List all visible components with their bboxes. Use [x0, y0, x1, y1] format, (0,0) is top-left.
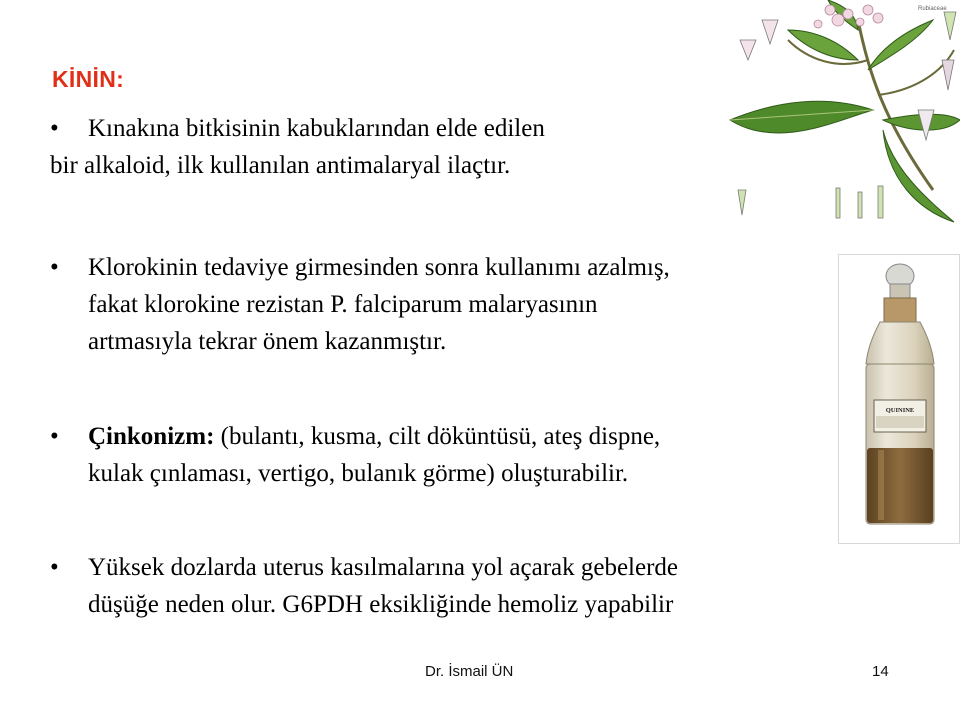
bottle-label-text: QUININE — [885, 407, 915, 414]
paragraph-line: Kınakına bitkisinin kabuklarından elde edilen — [88, 115, 545, 142]
bullet-marker: • — [50, 554, 59, 581]
bullet-high-dose — [50, 549, 850, 623]
bullet-line: Klorokinin tedaviye girmesinden sonra kullanımı azalmış, — [88, 254, 670, 281]
footer-author: Dr. İsmail ÜN — [425, 663, 514, 680]
paragraph-line: bir alkaloid, ilk kullanılan antimalaryal ilaçtır. — [50, 152, 511, 179]
bullet-line — [88, 418, 850, 455]
bullet-marker: • — [50, 254, 59, 281]
bullet-line: fakat klorokine rezistan P. falciparum malaryasının — [88, 291, 598, 318]
cinchona-plant-illustration — [718, 0, 960, 228]
bullet-line: Yüksek dozlarda uterus kasılmalarına yol açarak gebelerde — [88, 554, 679, 581]
bullet-line: düşüğe neden olur. G6PDH eksikliğinde hemoliz yapabilir — [88, 591, 674, 618]
bullet-cinchonism — [50, 418, 850, 492]
bullet-line: artmasıyla tekrar önem kazanmıştır. — [88, 328, 447, 355]
paragraph-intro — [50, 110, 770, 184]
bullet-marker: • — [50, 115, 59, 142]
bullet-chloroquine — [50, 249, 850, 360]
quinine-bottle-photo — [838, 254, 960, 544]
bullet-marker: • — [50, 423, 59, 450]
bullet-line-rest: (bulantı, kusma, cilt döküntüsü, ateş dispne, — [214, 423, 661, 450]
slide-title: KİNİN: — [52, 66, 125, 92]
bullet-line: kulak çınlaması, vertigo, bulanık görme) oluşturabilir. — [88, 460, 629, 487]
term-bold: Çinkonizm: — [88, 423, 215, 450]
plant-caption: Rubiaceae — [918, 6, 947, 12]
page-number: 14 — [872, 663, 889, 680]
